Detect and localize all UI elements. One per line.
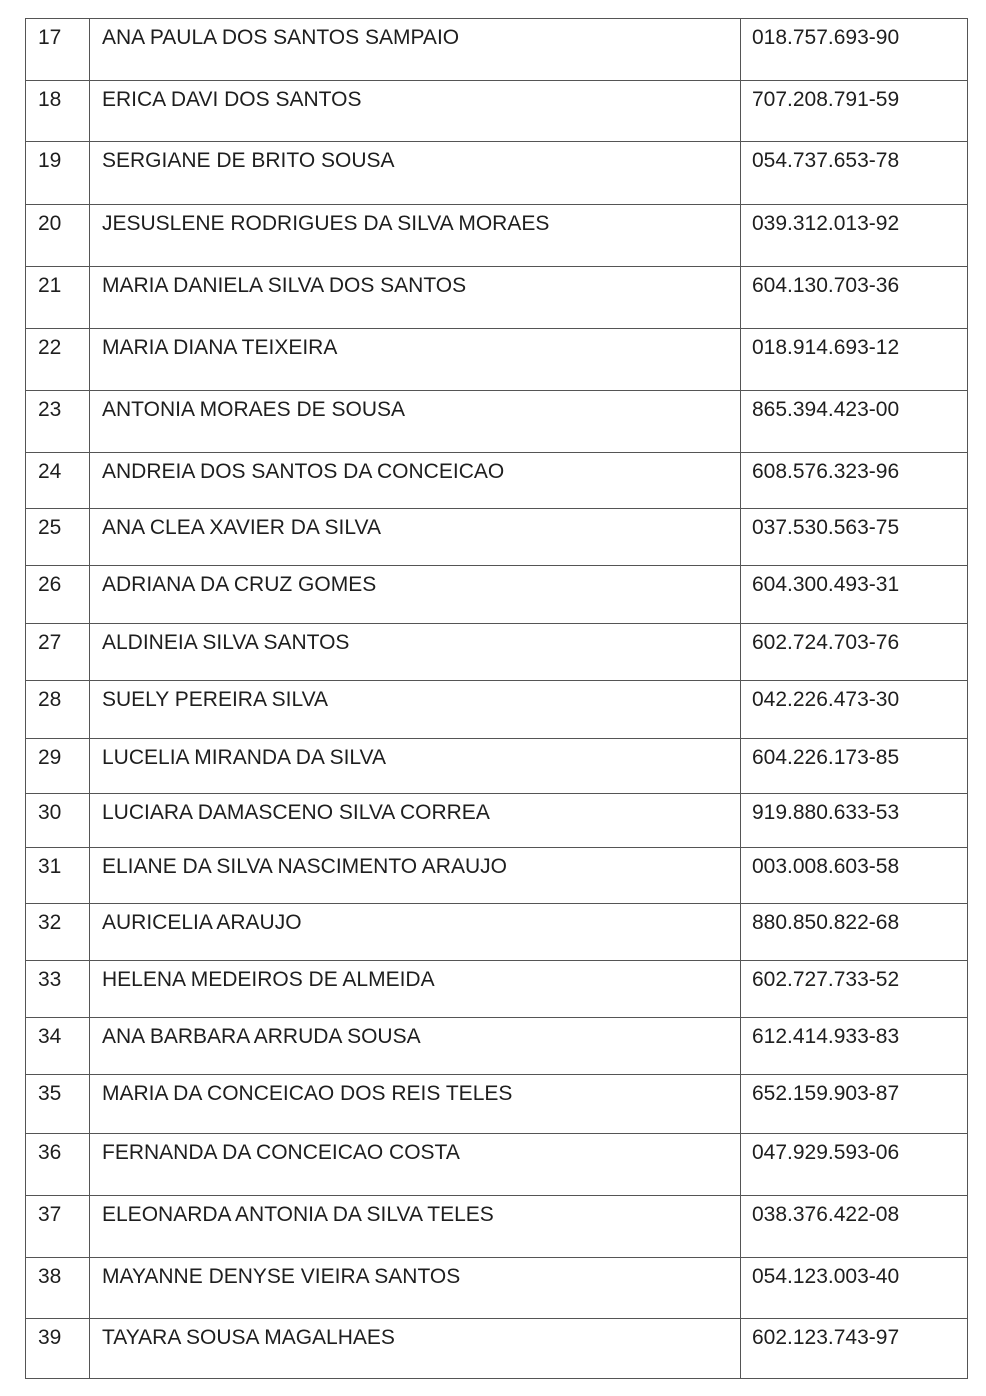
- table-row: [26, 681, 968, 739]
- cpf-number: 054.123.003-40: [741, 1258, 968, 1319]
- table-row: [26, 267, 968, 329]
- row-number: 21: [26, 267, 90, 329]
- cpf-number: 608.576.323-96: [741, 453, 968, 509]
- table-row: [26, 1319, 968, 1379]
- row-number: 32: [26, 904, 90, 961]
- cpf-number: 604.130.703-36: [741, 267, 968, 329]
- row-number: 17: [26, 19, 90, 81]
- row-number: 30: [26, 794, 90, 848]
- person-name: ELIANE DA SILVA NASCIMENTO ARAUJO: [90, 848, 741, 904]
- row-number: 22: [26, 329, 90, 391]
- table-row: [26, 205, 968, 267]
- cpf-number: 865.394.423-00: [741, 391, 968, 453]
- row-number: 34: [26, 1018, 90, 1075]
- cpf-number: 602.727.733-52: [741, 961, 968, 1018]
- row-number: 37: [26, 1196, 90, 1258]
- row-number: 39: [26, 1319, 90, 1379]
- table-row: [26, 142, 968, 205]
- person-name: AURICELIA ARAUJO: [90, 904, 741, 961]
- row-number: 33: [26, 961, 90, 1018]
- table-row: [26, 566, 968, 624]
- person-name: ELEONARDA ANTONIA DA SILVA TELES: [90, 1196, 741, 1258]
- table-row: [26, 509, 968, 566]
- cpf-number: 047.929.593-06: [741, 1134, 968, 1196]
- table-row: [26, 391, 968, 453]
- cpf-number: 612.414.933-83: [741, 1018, 968, 1075]
- person-name: ANA BARBARA ARRUDA SOUSA: [90, 1018, 741, 1075]
- cpf-number: 652.159.903-87: [741, 1075, 968, 1134]
- row-number: 31: [26, 848, 90, 904]
- person-name: HELENA MEDEIROS DE ALMEIDA: [90, 961, 741, 1018]
- row-number: 24: [26, 453, 90, 509]
- table-row: [26, 1018, 968, 1075]
- table-row: [26, 81, 968, 142]
- table-row: [26, 1075, 968, 1134]
- table-row: [26, 961, 968, 1018]
- row-number: 35: [26, 1075, 90, 1134]
- table-row: [26, 624, 968, 681]
- table-row: [26, 739, 968, 794]
- table-row: [26, 329, 968, 391]
- table-row: [26, 453, 968, 509]
- row-number: 38: [26, 1258, 90, 1319]
- row-number: 19: [26, 142, 90, 205]
- cpf-number: 042.226.473-30: [741, 681, 968, 739]
- person-name: ANDREIA DOS SANTOS DA CONCEICAO: [90, 453, 741, 509]
- person-name: ERICA DAVI DOS SANTOS: [90, 81, 741, 142]
- cpf-number: 039.312.013-92: [741, 205, 968, 267]
- row-number: 25: [26, 509, 90, 566]
- table-row: [26, 904, 968, 961]
- row-number: 28: [26, 681, 90, 739]
- person-name: LUCELIA MIRANDA DA SILVA: [90, 739, 741, 794]
- table-row: [26, 848, 968, 904]
- row-number: 23: [26, 391, 90, 453]
- person-name: ANA PAULA DOS SANTOS SAMPAIO: [90, 19, 741, 81]
- cpf-number: 018.757.693-90: [741, 19, 968, 81]
- row-number: 18: [26, 81, 90, 142]
- row-number: 29: [26, 739, 90, 794]
- row-number: 27: [26, 624, 90, 681]
- person-name: TAYARA SOUSA MAGALHAES: [90, 1319, 741, 1379]
- cpf-number: 602.123.743-97: [741, 1319, 968, 1379]
- person-name: MAYANNE DENYSE VIEIRA SANTOS: [90, 1258, 741, 1319]
- person-name: ADRIANA DA CRUZ GOMES: [90, 566, 741, 624]
- person-name: LUCIARA DAMASCENO SILVA CORREA: [90, 794, 741, 848]
- cpf-number: 037.530.563-75: [741, 509, 968, 566]
- cpf-number: 880.850.822-68: [741, 904, 968, 961]
- person-name: ALDINEIA SILVA SANTOS: [90, 624, 741, 681]
- person-name: MARIA DIANA TEIXEIRA: [90, 329, 741, 391]
- table-body: [26, 19, 968, 1379]
- cpf-number: 919.880.633-53: [741, 794, 968, 848]
- cpf-number: 604.300.493-31: [741, 566, 968, 624]
- cpf-number: 038.376.422-08: [741, 1196, 968, 1258]
- person-name: ANTONIA MORAES DE SOUSA: [90, 391, 741, 453]
- cpf-number: 018.914.693-12: [741, 329, 968, 391]
- cpf-number: 602.724.703-76: [741, 624, 968, 681]
- table-row: [26, 794, 968, 848]
- person-name: ANA CLEA XAVIER DA SILVA: [90, 509, 741, 566]
- cpf-number: 003.008.603-58: [741, 848, 968, 904]
- row-number: 20: [26, 205, 90, 267]
- person-name: SERGIANE DE BRITO SOUSA: [90, 142, 741, 205]
- table-row: [26, 1196, 968, 1258]
- cpf-number: 707.208.791-59: [741, 81, 968, 142]
- cpf-number: 604.226.173-85: [741, 739, 968, 794]
- cpf-number: 054.737.653-78: [741, 142, 968, 205]
- person-name: SUELY PEREIRA SILVA: [90, 681, 741, 739]
- person-name: JESUSLENE RODRIGUES DA SILVA MORAES: [90, 205, 741, 267]
- person-name: MARIA DANIELA SILVA DOS SANTOS: [90, 267, 741, 329]
- person-name: FERNANDA DA CONCEICAO COSTA: [90, 1134, 741, 1196]
- row-number: 26: [26, 566, 90, 624]
- beneficiary-table: [25, 18, 968, 1379]
- table-row: [26, 1134, 968, 1196]
- table-row: [26, 19, 968, 81]
- row-number: 36: [26, 1134, 90, 1196]
- person-name: MARIA DA CONCEICAO DOS REIS TELES: [90, 1075, 741, 1134]
- table-row: [26, 1258, 968, 1319]
